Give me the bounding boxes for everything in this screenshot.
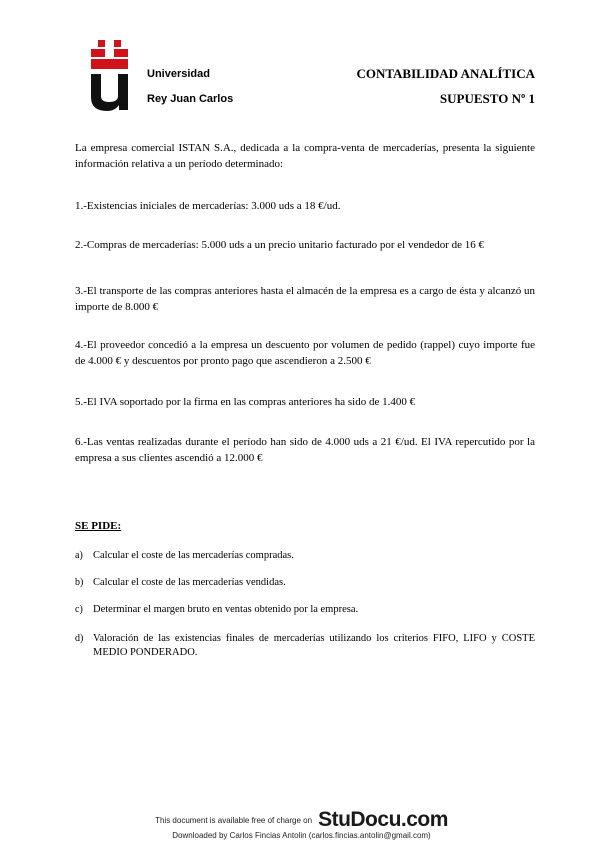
item-6 <box>75 434 535 466</box>
item-5-text: 5.-El IVA soportado por la firma en las compras anteriores ha sido de 1.400 € <box>75 396 416 408</box>
item-4 <box>75 337 535 369</box>
item-3-text: 3.-El transporte de las compras anteriores hasta el almacén de la empresa es a cargo de ésta y alcanzó un importe de 8.000 € <box>75 285 535 313</box>
course-title: CONTABILIDAD ANALÍTICA <box>356 66 535 81</box>
requirement-d-label: d) <box>75 633 84 644</box>
item-4-text: 4.-El proveedor concedió a la empresa un descuento por volumen de pedido (rappel) cuyo importe fue de 4.000 € y descuentos por pronto pago que ascendieron a 2.500 € <box>75 339 535 367</box>
item-2-text: 2.-Compras de mercaderías: 5.000 uds a un precio unitario facturado por el vendedor de 16 € <box>75 239 485 251</box>
requirement-b-text: Calcular el coste de las mercaderías vendidas. <box>93 577 286 588</box>
requirement-d-text: Valoración de las existencias finales de mercaderías utilizando los criterios FIFO, LIFO y COSTE MEDIO PONDERADO. <box>93 633 535 658</box>
footer-downloaded-by: Downloaded by Carlos Fincias Antolin (carlos.fincias.antolin@gmail.com) <box>172 831 431 840</box>
intro-paragraph <box>75 140 535 172</box>
exercise-title: SUPUESTO Nº 1 <box>439 91 535 106</box>
item-3 <box>75 283 535 315</box>
requirement-d <box>75 632 535 660</box>
requirement-a <box>75 549 535 563</box>
footer-availability-note: This document is available free of charge on <box>155 815 313 825</box>
requirement-b-label: b) <box>75 577 84 588</box>
item-2 <box>75 237 535 253</box>
studocu-brand-link[interactable]: StuDocu.com <box>318 808 448 831</box>
requirement-a-label: a) <box>75 550 83 561</box>
university-name-line2: Rey Juan Carlos <box>147 93 234 105</box>
requirements-title: SE PIDE: <box>75 520 122 532</box>
requirement-b <box>75 576 535 590</box>
university-logo-icon <box>88 40 132 112</box>
intro-text: La empresa comercial ISTAN S.A., dedicada a la compra-venta de mercaderías, presenta la siguiente información relativa a un período determinado: <box>75 142 535 170</box>
item-1 <box>75 198 535 214</box>
requirement-c-text: Determinar el margen bruto en ventas obtenido por la empresa. <box>93 604 359 615</box>
requirement-c <box>75 603 535 617</box>
university-name-line1: Universidad <box>147 68 210 80</box>
item-5 <box>75 394 535 410</box>
item-1-text: 1.-Existencias iniciales de mercaderías: 3.000 uds a 18 €/ud. <box>75 200 341 212</box>
footer-banner <box>0 808 603 832</box>
requirement-c-label: c) <box>75 604 83 615</box>
requirement-a-text: Calcular el coste de las mercaderías compradas. <box>93 550 294 561</box>
item-6-text: 6.-Las ventas realizadas durante el período han sido de 4.000 uds a 21 €/ud. El IVA repercutido por la empresa a sus clientes ascendió a 12.000 € <box>75 436 535 464</box>
